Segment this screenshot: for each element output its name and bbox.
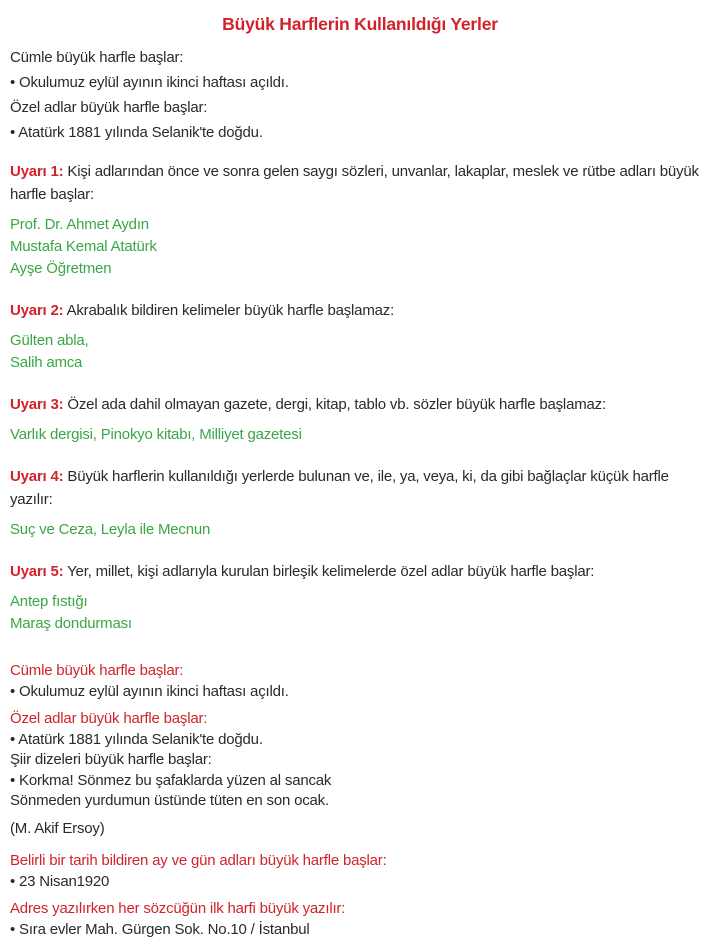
page-title: Büyük Harflerin Kullanıldığı Yerler [222, 14, 498, 34]
rule-bullet-line: • Okulumuz eylül ayının ikinci haftası açıldı. [10, 682, 289, 700]
rules-section [10, 661, 710, 940]
warning-2-label: Uyarı 2: [10, 302, 64, 319]
warning-5-label: Uyarı 5: [10, 563, 64, 580]
warning-2-block [10, 299, 710, 374]
example-line: Gülten abla, [10, 332, 89, 349]
intro-bullet-line: • Okulumuz eylül ayının ikinci haftası açıldı. [10, 74, 289, 91]
warning-1-examples [10, 214, 710, 280]
intro-section [10, 50, 710, 141]
intro-line: Özel adlar büyük harfle başlar: [10, 99, 208, 116]
rule-subheading: Şiir dizeleri büyük harfle başlar: [10, 751, 212, 768]
warning-1-text [10, 160, 710, 206]
warning-3-block [10, 393, 710, 446]
rule-bullet-line: • Sıra evler Mah. Gürgen Sok. No.10 / İstanbul [10, 920, 310, 938]
rule-bullet-line: • 23 Nisan1920 [10, 872, 110, 890]
rule-heading: Adres yazılırken her sözcüğün ilk harfi büyük yazılır: [10, 900, 346, 917]
rule-bullet-line: • Atatürk 1881 yılında Selanik'te doğdu. [10, 730, 263, 748]
example-line: Varlık dergisi, Pinokyo kitabı, Milliyet gazetesi [10, 426, 302, 443]
warning-5-text [10, 560, 710, 583]
warning-5-body: Yer, millet, kişi adlarıyla kurulan birleşik kelimelerde özel adlar büyük harfle başlar: [63, 563, 595, 580]
warning-1-label: Uyarı 1: [10, 163, 64, 180]
warning-5-block [10, 560, 710, 635]
example-line: Maraş dondurması [10, 615, 132, 632]
warning-2-examples [10, 330, 710, 374]
warning-4-body: Büyük harflerin kullanıldığı yerlerde bulunan ve, ile, ya, veya, ki, da gibi bağlaçlar küçük harfle yazılır: [10, 468, 669, 508]
warning-1-block [10, 160, 710, 280]
warning-2-text [10, 299, 710, 322]
poem-attribution: (M. Akif Ersoy) [10, 819, 105, 837]
example-line: Mustafa Kemal Atatürk [10, 238, 157, 255]
example-line: Salih amca [10, 354, 83, 371]
warning-4-block [10, 465, 710, 541]
example-line: Prof. Dr. Ahmet Aydın [10, 216, 149, 233]
warning-1-body: Kişi adlarından önce ve sonra gelen saygı sözleri, unvanlar, lakaplar, meslek ve rütbe adları büyük harfle başlar: [10, 163, 699, 203]
warning-4-text [10, 465, 710, 511]
warning-3-text [10, 393, 710, 416]
intro-bullet-line: • Atatürk 1881 yılında Selanik'te doğdu. [10, 124, 263, 141]
warning-2-body: Akrabalık bildiren kelimeler büyük harfle başlamaz: [63, 302, 395, 319]
rule-heading: Özel adlar büyük harfle başlar: [10, 710, 208, 727]
rule-heading: Belirli bir tarih bildiren ay ve gün adları büyük harfle başlar: [10, 852, 387, 869]
warning-4-examples [10, 519, 710, 541]
poem-line: • Korkma! Sönmez bu şafaklarda yüzen al sancak [10, 771, 332, 789]
warning-5-examples [10, 591, 710, 635]
rule-heading: Cümle büyük harfle başlar: [10, 662, 184, 679]
warning-4-label: Uyarı 4: [10, 468, 64, 485]
example-line: Suç ve Ceza, Leyla ile Mecnun [10, 521, 211, 538]
intro-line: Cümle büyük harfle başlar: [10, 49, 184, 66]
warning-3-body: Özel ada dahil olmayan gazete, dergi, kitap, tablo vb. sözler büyük harfle başlamaz: [63, 396, 606, 413]
warning-3-label: Uyarı 3: [10, 396, 64, 413]
warning-3-examples [10, 424, 710, 446]
example-line: Antep fıstığı [10, 593, 88, 610]
poem-line: Sönmeden yurdumun üstünde tüten en son ocak. [10, 792, 329, 809]
example-line: Ayşe Öğretmen [10, 260, 112, 277]
